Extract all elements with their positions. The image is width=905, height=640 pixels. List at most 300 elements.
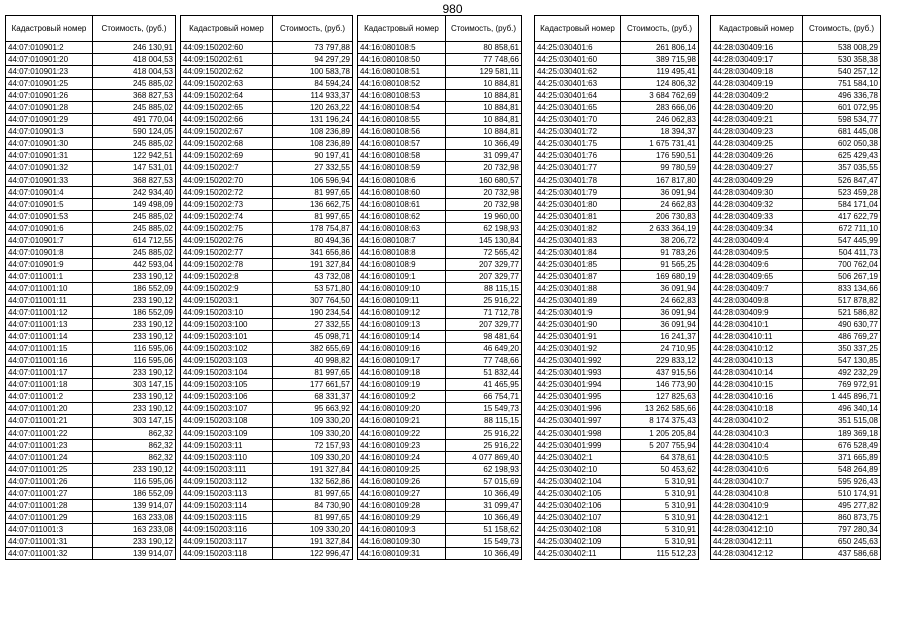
cadastral-number-cell: 44:25:030402:106 bbox=[535, 499, 621, 511]
cadastral-number-cell: 44:09:150202:61 bbox=[181, 54, 273, 66]
table-row bbox=[358, 343, 522, 355]
table-row bbox=[181, 150, 353, 162]
header-cadastral-number: Кадастровый номер bbox=[181, 16, 273, 42]
table-row bbox=[535, 114, 699, 126]
cost-cell: 27 332,55 bbox=[273, 319, 353, 331]
cadastral-number-cell: 44:16:080109:12 bbox=[358, 307, 446, 319]
table-row bbox=[181, 162, 353, 174]
table-row bbox=[181, 367, 353, 379]
table-row bbox=[6, 547, 176, 559]
table-row bbox=[535, 42, 699, 54]
table-row bbox=[181, 78, 353, 90]
cadastral-number-cell: 44:25:030401:993 bbox=[535, 367, 621, 379]
cadastral-number-cell: 44:16:080108:51 bbox=[358, 66, 446, 78]
table-row bbox=[181, 511, 353, 523]
cost-cell: 233 190,12 bbox=[93, 270, 176, 282]
table-body bbox=[535, 42, 699, 560]
table-row bbox=[711, 66, 881, 78]
cadastral-number-cell: 44:09:150202:76 bbox=[181, 234, 273, 246]
cost-cell: 100 583,78 bbox=[273, 66, 353, 78]
cost-cell: 36 091,94 bbox=[621, 307, 699, 319]
cost-cell: 190 234,54 bbox=[273, 307, 353, 319]
cost-cell: 24 710,95 bbox=[621, 343, 699, 355]
cost-cell: 1 445 896,71 bbox=[803, 391, 881, 403]
cost-cell: 31 099,47 bbox=[446, 150, 522, 162]
cadastral-number-cell: 44:16:080108:61 bbox=[358, 198, 446, 210]
cost-cell: 10 366,49 bbox=[446, 547, 522, 559]
cost-cell: 860 873,75 bbox=[803, 511, 881, 523]
table-row bbox=[181, 126, 353, 138]
table-row bbox=[711, 198, 881, 210]
cadastral-number-cell: 44:28:030409:32 bbox=[711, 198, 803, 210]
table-row bbox=[535, 54, 699, 66]
table-row bbox=[535, 547, 699, 559]
cadastral-number-cell: 44:07:011001:21 bbox=[6, 415, 93, 427]
table-row bbox=[6, 475, 176, 487]
cost-cell: 548 264,89 bbox=[803, 463, 881, 475]
table-row bbox=[711, 78, 881, 90]
table-row bbox=[535, 198, 699, 210]
table-row bbox=[535, 126, 699, 138]
cadastral-number-cell: 44:07:011001:26 bbox=[6, 475, 93, 487]
cost-cell: 10 366,49 bbox=[446, 487, 522, 499]
cadastral-number-cell: 44:09:150202:62 bbox=[181, 66, 273, 78]
cost-cell: 36 091,94 bbox=[621, 282, 699, 294]
cost-cell: 51 832,44 bbox=[446, 367, 522, 379]
cost-cell: 10 366,49 bbox=[446, 511, 522, 523]
cost-cell: 186 552,09 bbox=[93, 282, 176, 294]
cost-cell: 341 656,86 bbox=[273, 246, 353, 258]
cadastral-number-cell: 44:16:080109:23 bbox=[358, 439, 446, 451]
table-row bbox=[711, 246, 881, 258]
table-row bbox=[6, 198, 176, 210]
table-row bbox=[6, 114, 176, 126]
cadastral-number-cell: 44:09:150203:1 bbox=[181, 294, 273, 306]
cost-cell: 53 571,80 bbox=[273, 282, 353, 294]
header-cost: Стоимость, (руб.) bbox=[803, 16, 881, 42]
cadastral-number-cell: 44:28:030409:7 bbox=[711, 282, 803, 294]
cadastral-number-cell: 44:07:010901:26 bbox=[6, 90, 93, 102]
cost-cell: 81 997,65 bbox=[273, 511, 353, 523]
table-row bbox=[358, 102, 522, 114]
cost-cell: 129 581,11 bbox=[446, 66, 522, 78]
cost-cell: 486 769,27 bbox=[803, 331, 881, 343]
table-row bbox=[181, 246, 353, 258]
cadastral-number-cell: 44:09:150202:64 bbox=[181, 90, 273, 102]
header-cost: Стоимость, (руб.) bbox=[93, 16, 176, 42]
table-row bbox=[535, 174, 699, 186]
table-row bbox=[535, 451, 699, 463]
table-row bbox=[535, 415, 699, 427]
cadastral-number-cell: 44:16:080108:57 bbox=[358, 138, 446, 150]
cadastral-number-cell: 44:16:080108:52 bbox=[358, 78, 446, 90]
cadastral-number-cell: 44:09:150202:7 bbox=[181, 162, 273, 174]
cost-cell: 700 762,04 bbox=[803, 258, 881, 270]
table-row bbox=[358, 126, 522, 138]
cadastral-number-cell: 44:07:011001:2 bbox=[6, 391, 93, 403]
cadastral-number-cell: 44:28:030409:18 bbox=[711, 66, 803, 78]
table-row bbox=[181, 102, 353, 114]
table-row bbox=[535, 78, 699, 90]
header-cadastral-number: Кадастровый номер bbox=[358, 16, 446, 42]
cost-cell: 492 232,29 bbox=[803, 367, 881, 379]
cadastral-number-cell: 44:28:030410:5 bbox=[711, 451, 803, 463]
table-row bbox=[6, 210, 176, 222]
header-cost: Стоимость, (руб.) bbox=[621, 16, 699, 42]
cost-cell: 5 310,91 bbox=[621, 499, 699, 511]
table-row bbox=[358, 439, 522, 451]
table-row bbox=[181, 499, 353, 511]
cadastral-number-cell: 44:16:080109:21 bbox=[358, 415, 446, 427]
cost-cell: 81 997,65 bbox=[273, 186, 353, 198]
cost-cell: 496 340,14 bbox=[803, 403, 881, 415]
cadastral-number-cell: 44:09:150202:69 bbox=[181, 150, 273, 162]
cost-cell: 50 453,62 bbox=[621, 463, 699, 475]
cadastral-number-cell: 44:07:011001:11 bbox=[6, 294, 93, 306]
cost-cell: 590 124,05 bbox=[93, 126, 176, 138]
cost-cell: 540 257,12 bbox=[803, 66, 881, 78]
table-row bbox=[181, 282, 353, 294]
table-row bbox=[181, 270, 353, 282]
cadastral-number-cell: 44:09:150203:100 bbox=[181, 319, 273, 331]
cost-cell: 94 297,29 bbox=[273, 54, 353, 66]
cadastral-number-cell: 44:09:150202:67 bbox=[181, 126, 273, 138]
cost-cell: 672 711,10 bbox=[803, 222, 881, 234]
table-row bbox=[358, 198, 522, 210]
table-row bbox=[535, 523, 699, 535]
cost-cell: 178 754,87 bbox=[273, 222, 353, 234]
cost-cell: 751 584,10 bbox=[803, 78, 881, 90]
table-row bbox=[711, 307, 881, 319]
table-row bbox=[181, 294, 353, 306]
table-row bbox=[711, 439, 881, 451]
cost-cell: 136 662,75 bbox=[273, 198, 353, 210]
cadastral-number-cell: 44:28:030412:11 bbox=[711, 535, 803, 547]
table-row bbox=[358, 355, 522, 367]
cost-cell: 418 004,53 bbox=[93, 54, 176, 66]
table-row bbox=[181, 222, 353, 234]
cadastral-number-cell: 44:25:030401:80 bbox=[535, 198, 621, 210]
cost-cell: 510 174,91 bbox=[803, 487, 881, 499]
cadastral-number-cell: 44:25:030402:10 bbox=[535, 463, 621, 475]
cadastral-number-cell: 44:09:150203:112 bbox=[181, 475, 273, 487]
cost-cell: 833 134,66 bbox=[803, 282, 881, 294]
table-row bbox=[358, 547, 522, 559]
table-row bbox=[181, 66, 353, 78]
cost-cell: 191 327,84 bbox=[273, 463, 353, 475]
cadastral-number-cell: 44:16:080108:59 bbox=[358, 162, 446, 174]
table-body bbox=[358, 42, 522, 560]
cost-cell: 72 157,93 bbox=[273, 439, 353, 451]
cadastral-number-cell: 44:25:030401:90 bbox=[535, 319, 621, 331]
table-body bbox=[6, 42, 176, 560]
cost-cell: 3 684 762,69 bbox=[621, 90, 699, 102]
cadastral-number-cell: 44:25:030401:75 bbox=[535, 138, 621, 150]
table-row bbox=[6, 66, 176, 78]
cost-cell: 797 280,34 bbox=[803, 523, 881, 535]
cost-cell: 5 310,91 bbox=[621, 475, 699, 487]
cadastral-number-cell: 44:25:030401:81 bbox=[535, 210, 621, 222]
cost-cell: 115 512,23 bbox=[621, 547, 699, 559]
cost-cell: 108 236,89 bbox=[273, 138, 353, 150]
cost-cell: 13 262 585,66 bbox=[621, 403, 699, 415]
table-row bbox=[711, 355, 881, 367]
cost-cell: 80 858,61 bbox=[446, 42, 522, 54]
cadastral-number-cell: 44:28:030409:17 bbox=[711, 54, 803, 66]
cost-cell: 5 310,91 bbox=[621, 523, 699, 535]
table-row bbox=[711, 114, 881, 126]
cost-cell: 163 233,08 bbox=[93, 511, 176, 523]
cadastral-number-cell: 44:25:030401:996 bbox=[535, 403, 621, 415]
cadastral-number-cell: 44:28:030409:8 bbox=[711, 294, 803, 306]
cost-cell: 233 190,12 bbox=[93, 535, 176, 547]
table-row bbox=[711, 294, 881, 306]
table-row bbox=[535, 222, 699, 234]
table-row bbox=[535, 475, 699, 487]
cost-cell: 207 329,77 bbox=[446, 258, 522, 270]
cadastral-number-cell: 44:16:080109:16 bbox=[358, 343, 446, 355]
cadastral-number-cell: 44:07:011001:18 bbox=[6, 379, 93, 391]
cost-cell: 176 590,51 bbox=[621, 150, 699, 162]
cost-cell: 371 665,89 bbox=[803, 451, 881, 463]
table-row bbox=[358, 391, 522, 403]
cost-cell: 5 310,91 bbox=[621, 535, 699, 547]
cadastral-number-cell: 44:28:030409:19 bbox=[711, 78, 803, 90]
table-row bbox=[181, 138, 353, 150]
table-body bbox=[711, 42, 881, 560]
header-cadastral-number: Кадастровый номер bbox=[535, 16, 621, 42]
cost-cell: 139 914,07 bbox=[93, 547, 176, 559]
cost-cell: 5 310,91 bbox=[621, 511, 699, 523]
table-row bbox=[711, 126, 881, 138]
cost-cell: 16 241,37 bbox=[621, 331, 699, 343]
cost-cell: 10 884,81 bbox=[446, 114, 522, 126]
cadastral-number-cell: 44:07:010901:8 bbox=[6, 246, 93, 258]
table-row bbox=[6, 391, 176, 403]
cost-cell: 245 885,02 bbox=[93, 102, 176, 114]
table-row bbox=[535, 535, 699, 547]
table-row bbox=[6, 186, 176, 198]
cadastral-number-cell: 44:16:080108:54 bbox=[358, 102, 446, 114]
cadastral-number-cell: 44:16:080109:29 bbox=[358, 511, 446, 523]
cost-cell: 245 885,02 bbox=[93, 138, 176, 150]
cost-cell: 147 531,01 bbox=[93, 162, 176, 174]
table-row bbox=[535, 90, 699, 102]
cadastral-number-cell: 44:25:030402:105 bbox=[535, 487, 621, 499]
table-row bbox=[358, 54, 522, 66]
cadastral-number-cell: 44:25:030402:104 bbox=[535, 475, 621, 487]
cost-cell: 167 817,80 bbox=[621, 174, 699, 186]
cost-cell: 57 015,69 bbox=[446, 475, 522, 487]
cost-cell: 73 797,88 bbox=[273, 42, 353, 54]
cadastral-number-cell: 44:07:011001:15 bbox=[6, 343, 93, 355]
cadastral-number-cell: 44:28:030409:26 bbox=[711, 150, 803, 162]
cost-cell: 245 885,02 bbox=[93, 210, 176, 222]
cost-cell: 862,32 bbox=[93, 439, 176, 451]
cadastral-number-cell: 44:16:080109:30 bbox=[358, 535, 446, 547]
table-row bbox=[535, 427, 699, 439]
cadastral-number-cell: 44:25:030401:65 bbox=[535, 102, 621, 114]
table-row bbox=[6, 102, 176, 114]
cadastral-number-cell: 44:07:011001:20 bbox=[6, 403, 93, 415]
cost-cell: 307 764,50 bbox=[273, 294, 353, 306]
cadastral-number-cell: 44:28:030410:4 bbox=[711, 439, 803, 451]
cost-cell: 595 926,43 bbox=[803, 475, 881, 487]
table-row bbox=[711, 270, 881, 282]
cost-cell: 245 885,02 bbox=[93, 246, 176, 258]
table-row bbox=[535, 391, 699, 403]
table-row bbox=[181, 547, 353, 559]
cost-cell: 681 445,08 bbox=[803, 126, 881, 138]
cost-cell: 38 206,72 bbox=[621, 234, 699, 246]
table-row bbox=[711, 427, 881, 439]
cost-cell: 233 190,12 bbox=[93, 294, 176, 306]
table-row bbox=[6, 307, 176, 319]
table-row bbox=[358, 294, 522, 306]
table-row bbox=[711, 319, 881, 331]
cadastral-number-cell: 44:16:080109:24 bbox=[358, 451, 446, 463]
table-row bbox=[6, 523, 176, 535]
cost-cell: 191 327,84 bbox=[273, 535, 353, 547]
cadastral-number-cell: 44:09:150202:77 bbox=[181, 246, 273, 258]
table-row bbox=[711, 90, 881, 102]
table-row bbox=[6, 511, 176, 523]
table-row bbox=[358, 487, 522, 499]
table-row bbox=[181, 198, 353, 210]
cost-cell: 368 827,53 bbox=[93, 174, 176, 186]
table-row bbox=[535, 186, 699, 198]
table-row bbox=[535, 234, 699, 246]
cost-cell: 84 594,24 bbox=[273, 78, 353, 90]
cadastral-number-cell: 44:07:011001:24 bbox=[6, 451, 93, 463]
table-row bbox=[6, 234, 176, 246]
cost-cell: 177 661,57 bbox=[273, 379, 353, 391]
cost-cell: 538 008,29 bbox=[803, 42, 881, 54]
cadastral-number-cell: 44:07:010901:28 bbox=[6, 102, 93, 114]
cadastral-number-cell: 44:28:030409:5 bbox=[711, 246, 803, 258]
table-row bbox=[358, 282, 522, 294]
cost-cell: 495 277,82 bbox=[803, 499, 881, 511]
cadastral-number-cell: 44:25:030401:63 bbox=[535, 78, 621, 90]
table-row bbox=[358, 78, 522, 90]
cost-cell: 1 675 731,41 bbox=[621, 138, 699, 150]
table-row bbox=[535, 319, 699, 331]
cadastral-number-cell: 44:09:150203:111 bbox=[181, 463, 273, 475]
cost-cell: 496 336,78 bbox=[803, 90, 881, 102]
cadastral-number-cell: 44:25:030401:6 bbox=[535, 42, 621, 54]
cadastral-number-cell: 44:25:030401:995 bbox=[535, 391, 621, 403]
cost-cell: 124 806,32 bbox=[621, 78, 699, 90]
table-row bbox=[358, 42, 522, 54]
cadastral-number-cell: 44:28:030409:27 bbox=[711, 162, 803, 174]
table-row bbox=[711, 174, 881, 186]
cadastral-number-cell: 44:25:030402:11 bbox=[535, 547, 621, 559]
cost-cell: 229 833,12 bbox=[621, 355, 699, 367]
cost-cell: 490 630,77 bbox=[803, 319, 881, 331]
cost-cell: 523 459,28 bbox=[803, 186, 881, 198]
cadastral-number-cell: 44:28:030409:30 bbox=[711, 186, 803, 198]
cost-cell: 206 730,83 bbox=[621, 210, 699, 222]
table-row bbox=[6, 294, 176, 306]
cost-cell: 106 596,94 bbox=[273, 174, 353, 186]
table-row bbox=[358, 463, 522, 475]
cost-cell: 233 190,12 bbox=[93, 403, 176, 415]
table-row bbox=[181, 319, 353, 331]
cadastral-number-cell: 44:28:030409:21 bbox=[711, 114, 803, 126]
table-row bbox=[6, 415, 176, 427]
table-row bbox=[6, 379, 176, 391]
table-row bbox=[711, 547, 881, 559]
cadastral-number-cell: 44:25:030401:89 bbox=[535, 294, 621, 306]
table-row bbox=[6, 451, 176, 463]
table-row bbox=[711, 282, 881, 294]
cost-cell: 71 712,78 bbox=[446, 307, 522, 319]
table-row bbox=[711, 391, 881, 403]
table-row bbox=[181, 174, 353, 186]
table-row bbox=[711, 186, 881, 198]
cadastral-number-cell: 44:16:080109:10 bbox=[358, 282, 446, 294]
cost-cell: 862,32 bbox=[93, 427, 176, 439]
cost-cell: 109 330,20 bbox=[273, 523, 353, 535]
cadastral-number-cell: 44:25:030401:88 bbox=[535, 282, 621, 294]
cost-cell: 437 586,68 bbox=[803, 547, 881, 559]
cadastral-number-cell: 44:16:080109:13 bbox=[358, 319, 446, 331]
cost-cell: 62 198,93 bbox=[446, 222, 522, 234]
table-row bbox=[711, 343, 881, 355]
table-row bbox=[535, 439, 699, 451]
cadastral-number-cell: 44:09:150202:68 bbox=[181, 138, 273, 150]
table-row bbox=[535, 270, 699, 282]
cadastral-number-cell: 44:07:011001:12 bbox=[6, 307, 93, 319]
cost-cell: 160 680,57 bbox=[446, 174, 522, 186]
cost-cell: 303 147,15 bbox=[93, 379, 176, 391]
cadastral-number-cell: 44:25:030402:107 bbox=[535, 511, 621, 523]
table-row bbox=[358, 499, 522, 511]
table-row bbox=[358, 523, 522, 535]
cadastral-number-cell: 44:09:150203:105 bbox=[181, 379, 273, 391]
cost-cell: 382 655,69 bbox=[273, 343, 353, 355]
table-row bbox=[535, 210, 699, 222]
cost-cell: 25 916,22 bbox=[446, 439, 522, 451]
table-row bbox=[711, 475, 881, 487]
cadastral-number-cell: 44:28:030410:18 bbox=[711, 403, 803, 415]
cost-cell: 119 495,41 bbox=[621, 66, 699, 78]
cost-cell: 77 748,66 bbox=[446, 355, 522, 367]
table-row bbox=[6, 174, 176, 186]
table-row bbox=[711, 379, 881, 391]
table-row bbox=[535, 150, 699, 162]
table-row bbox=[181, 391, 353, 403]
cadastral-number-cell: 44:07:010901:30 bbox=[6, 138, 93, 150]
header-cost: Стоимость, (руб.) bbox=[273, 16, 353, 42]
cadastral-number-cell: 44:09:150203:11 bbox=[181, 439, 273, 451]
cost-cell: 41 465,95 bbox=[446, 379, 522, 391]
cadastral-number-cell: 44:09:150202:65 bbox=[181, 102, 273, 114]
cadastral-number-cell: 44:07:010901:3 bbox=[6, 126, 93, 138]
cost-cell: 131 196,24 bbox=[273, 114, 353, 126]
cost-cell: 15 549,73 bbox=[446, 403, 522, 415]
cadastral-number-cell: 44:07:010901:53 bbox=[6, 210, 93, 222]
cost-cell: 10 884,81 bbox=[446, 78, 522, 90]
table-row bbox=[181, 535, 353, 547]
cost-cell: 521 586,82 bbox=[803, 307, 881, 319]
cadastral-number-cell: 44:28:030410:7 bbox=[711, 475, 803, 487]
table-row bbox=[6, 487, 176, 499]
cost-cell: 233 190,12 bbox=[93, 319, 176, 331]
cost-cell: 46 649,20 bbox=[446, 343, 522, 355]
table-row bbox=[535, 138, 699, 150]
cost-cell: 90 197,41 bbox=[273, 150, 353, 162]
